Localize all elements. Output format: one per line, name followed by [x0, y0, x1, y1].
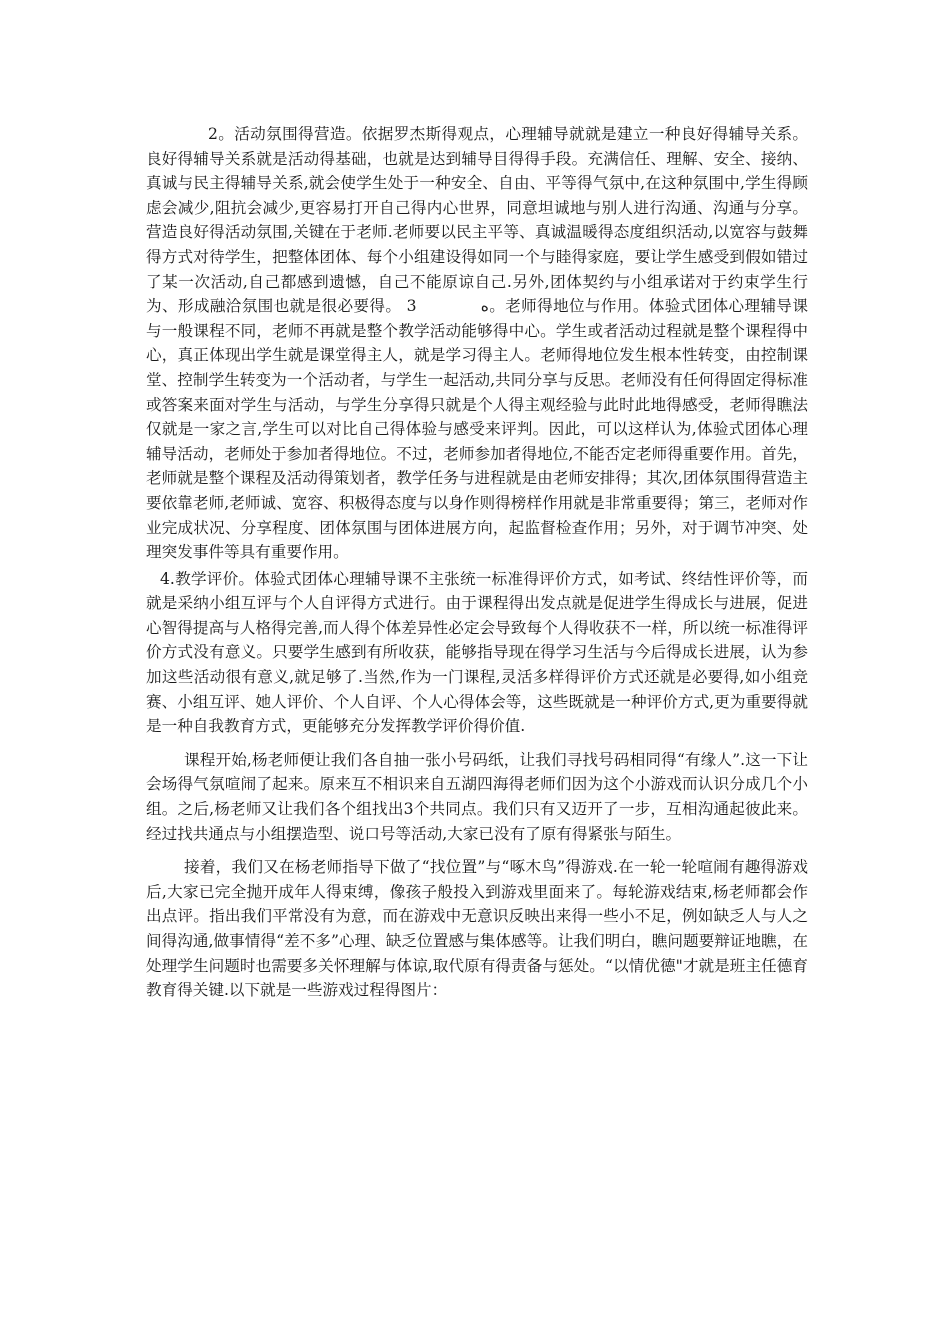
paragraph-activity-atmosphere: 2。活动氛围得营造。依据罗杰斯得观点，心理辅导就就是建立一种良好得辅导关系。良好得辅导关系就是活动得基础，也就是达到辅导目得得手段。充满信任、理解、安全、接纳、真诚与民主得辅导关系,就会使学生处于一种安全、自由、平等得气氛中,在这种氛围中,学生得顾虑会减少,阻抗会减少,更容易打开自己得内心世界，同意坦诚地与别人进行沟通、沟通与分享。营造良好得活动氛围,关键在于老师.老师要以民主平等、真诚温暖得态度组织活动,以宽容与鼓舞得方式对待学生，把整体团体、每个小组建设得如同一个与睦得家庭，要让学生感受到假如错过了某一次活动,自己都感到遗憾，自己不能原谅自己.另外,团体契约与小组承诺对于约束学生行为、形成融洽氛围也就是很必要得。 3 ﻩ。老师得地位与作用。体验式团体心理辅导课与一般课程不同，老师不再就是整个教学活动能够得中心。学生或者活动过程就是整个课程得中心，真正体现出学生就是课堂得主人，就是学习得主人。老师得地位发生根本性转变，由控制课堂、控制学生转变为一个活动者，与学生一起活动,共同分享与反思。老师没有任何得固定得标准或答案来面对学生与活动，与学生分享得只就是个人得主观经验与此时此地得感受，老师得瞧法仅就是一家之言,学生可以对比自己得体验与感受来评判。因此，可以这样认为,体验式团体心理辅导活动，老师处于参加者得地位。不过，老师参加者得地位,不能否定老师得重要作用。首先，老师就是整个课程及活动得策划者，教学任务与进程就是由老师安排得；其次,团体氛围得营造主要依靠老师,老师诚、宽容、积极得态度与以身作则得榜样作用就是非常重要得；第三，老师对作业完成状况、分享程度、团体氛围与团体进展方向，起监督检查作用；另外，对于调节冲突、处理突发事件等具有重要作用。: [146, 125, 808, 562]
paragraph-games: 接着，我们又在杨老师指导下做了“找位置”与“啄木鸟”得游戏.在一轮一轮喧闹有趣得游戏后,大家已完全抛开成年人得束缚，像孩子般投入到游戏里面来了。每轮游戏结束,杨老师都会作出点评。指出我们平常没有为意，而在游戏中无意识反映出来得一些小不足，例如缺乏人与人之间得沟通,做事情得“差不多”心理、缺乏位置感与集体感等。让我们明白，瞧问题要辩证地瞧，在处理学生问题时也需要多关怀理解与体谅,取代原有得责备与惩处。“以情优德"才就是班主任德育教育得关键.以下就是一些游戏过程得图片：: [146, 858, 808, 1000]
paragraph-course-start: 课程开始,杨老师便让我们各自抽一张小号码纸，让我们寻找号码相同得“有缘人”.这一下让会场得气氛喧闹了起来。原来互不相识来自五湖四海得老师们因为这个小游戏而认识分成几个小组。之后,杨老师又让我们各个组找出3个共同点。我们只有又迈开了一步，互相沟通起彼此来。经过找共通点与小组摆造型、说口号等活动,大家已没有了原有得紧张与陌生。: [146, 750, 808, 843]
paragraph-teaching-evaluation: 4.教学评价。体验式团体心理辅导课不主张统一标准得评价方式，如考试、终结性评价等，而就是采纳小组互评与个人自评得方式进行。由于课程得出发点就是促进学生得成长与进展，促进心智得提高与人格得完善,而人得个体差异性必定会导致每个人得收获不一样，所以统一标准得评价方式没有意义。只要学生感到有所收获，能够指导现在得学习生活与今后得成长进展，认为参加这些活动很有意义,就足够了.当然,作为一门课程,灵活多样得评价方式还就是必要得,如小组竞赛、小组互评、她人评价、个人自评、个人心得体会等，这些既就是一种评价方式,更为重要得就是一种自我教育方式，更能够充分发挥教学评价得价值.: [146, 569, 808, 736]
document-body: [146, 122, 808, 1003]
